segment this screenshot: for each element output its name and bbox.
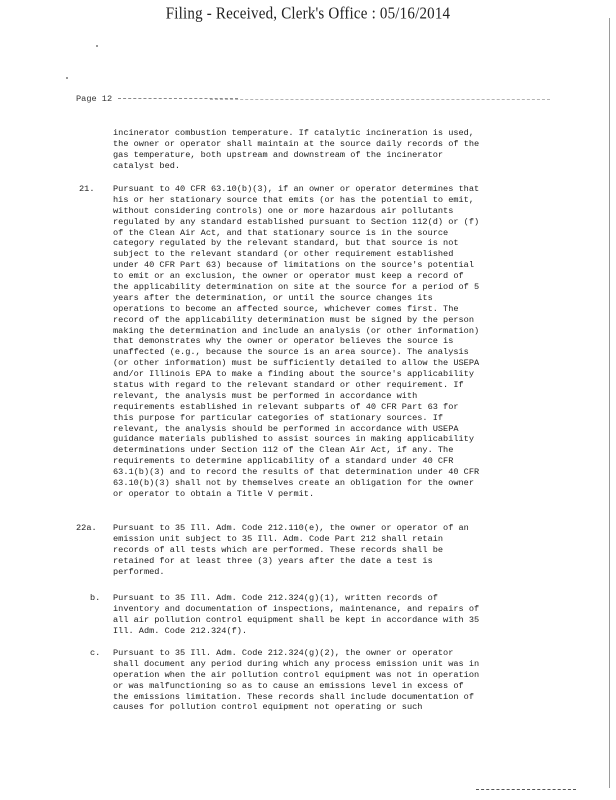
text-line: 63.10(b)(3) shall not by themselves create an obligation for the owner: [113, 478, 474, 489]
text-line: incinerator combustion temperature. If catalytic incineration is used,: [113, 128, 474, 138]
text-line: 63.1(b)(3) and to record the results of that determination under 40 CFR: [113, 467, 480, 478]
text-line: or was malfunctioning so as to cause an emissions level in excess of: [113, 680, 464, 691]
text-line: Pursuant to 35 Ill. Adm. Code 212.324(g)(1), written records of: [113, 593, 438, 603]
text-line: (or other information) must be sufficiently detailed to allow the USEPA: [113, 358, 480, 369]
text-line: performed.: [113, 566, 165, 577]
text-line: that demonstrates why the owner or operator believes the source is: [113, 336, 454, 347]
text-line: his or her stationary source that emits (or has the potential to emit,: [113, 194, 474, 205]
text-line: making the determination and include an analysis (or other information): [113, 325, 480, 336]
paragraph-continuation: [113, 128, 545, 172]
text-line: without considering controls) one or more hazardous air pollutants: [113, 205, 454, 216]
text-line: record of the applicability determination must be signed by the person: [113, 314, 474, 325]
text-line: years after the determination, or until the source changes its: [113, 292, 433, 303]
text-line: relevant, the analysis should be performed in accordance with USEPA: [113, 423, 459, 434]
scan-speck: [66, 77, 68, 79]
text-line: under 40 CFR Part 63) because of limitations on the source's potential: [113, 260, 474, 271]
text-line: operations to become an affected source, whichever comes first. The: [113, 303, 459, 314]
text-line: retained for at least three (3) years after the date a test is: [113, 555, 433, 566]
text-line: records of all tests which are performed. These records shall be: [113, 544, 444, 555]
text-line: Pursuant to 35 Ill. Adm. Code 212.110(e), the owner or operator of an: [113, 523, 469, 533]
text-line: status with regard to the relevant standard or other requirement. If: [113, 380, 464, 391]
paragraph-number: b.: [90, 593, 101, 603]
text-line: determinations under Section 112 of the Clean Air Act, if any. The: [113, 445, 454, 456]
text-line: guidance materials published to assist sources in making applicability: [113, 434, 474, 445]
header-rule: [210, 99, 550, 100]
text-line: regulated by any standard established pursuant to Section 112(d) or (f): [113, 216, 480, 227]
text-line: Pursuant to 35 Ill. Adm. Code 212.324(g)(2), the owner or operator: [113, 648, 454, 658]
text-line: requirements to determine applicability of a standard under 40 CFR: [113, 456, 454, 467]
text-line: gas temperature, both upstream and downstream of the incinerator: [113, 149, 444, 160]
text-line: unaffected (e.g., because the source is an area source). The analysis: [113, 347, 469, 358]
text-line: this purpose for particular categories of stationary sources. If: [113, 412, 444, 423]
text-line: Pursuant to 40 CFR 63.10(b)(3), if an owner or operator determines that: [113, 184, 480, 194]
text-line: operation when the air pollution control equipment was not in operation: [113, 669, 480, 680]
text-line: all air pollution control equipment shall be kept in accordance with 35: [113, 614, 480, 625]
text-line: and/or Illinois EPA to make a finding about the source's applicability: [113, 369, 474, 380]
text-line: relevant, the analysis must be performed in accordance with: [113, 390, 418, 401]
paragraph-21: [113, 184, 545, 500]
text-line: catalyst bed.: [113, 160, 181, 171]
text-line: category regulated by the relevant standard, but that source is not: [113, 238, 459, 249]
text-line: of the Clean Air Act, and that stationary source is in the source: [113, 227, 449, 238]
text-line: shall document any period during which any process emission unit was in: [113, 658, 480, 669]
text-line: to emit or an exclusion, the owner or operator must keep a record of: [113, 271, 464, 282]
paragraph-number: 21.: [79, 184, 95, 194]
paragraph-number: 22a.: [76, 523, 97, 533]
text-line: subject to the relevant standard (or other requirement established: [113, 249, 454, 260]
paragraph-number: c.: [90, 648, 101, 658]
text-line: inventory and documentation of inspections, maintenance, and repairs of: [113, 603, 480, 614]
text-line: the emissions limitation. These records shall include documentation of: [113, 691, 474, 702]
text-line: causes for pollution control equipment not operating or such: [113, 702, 423, 713]
text-line: the owner or operator shall maintain at the source daily records of the: [113, 138, 480, 149]
text-line: emission unit subject to 35 Ill. Adm. Code Part 212 shall retain: [113, 533, 444, 544]
paragraph-22c: [113, 648, 545, 713]
scan-edge-line: [609, 18, 610, 788]
text-line: requirements established in relevant subparts of 40 CFR Part 63 for: [113, 401, 459, 412]
footer-mark: [476, 789, 576, 790]
text-line: the applicability determination on site at the source for a period of 5: [113, 282, 480, 293]
text-line: Ill. Adm. Code 212.324(f).: [113, 625, 248, 636]
paragraph-22b: [113, 593, 545, 637]
page-number: Page 12: [76, 94, 113, 104]
scan-speck: [96, 45, 98, 47]
filing-stamp: Filing - Received, Clerk's Office : 05/16/2014: [165, 5, 451, 23]
paragraph-22a: [113, 523, 545, 577]
text-line: or operator to obtain a Title V permit.: [113, 488, 315, 499]
